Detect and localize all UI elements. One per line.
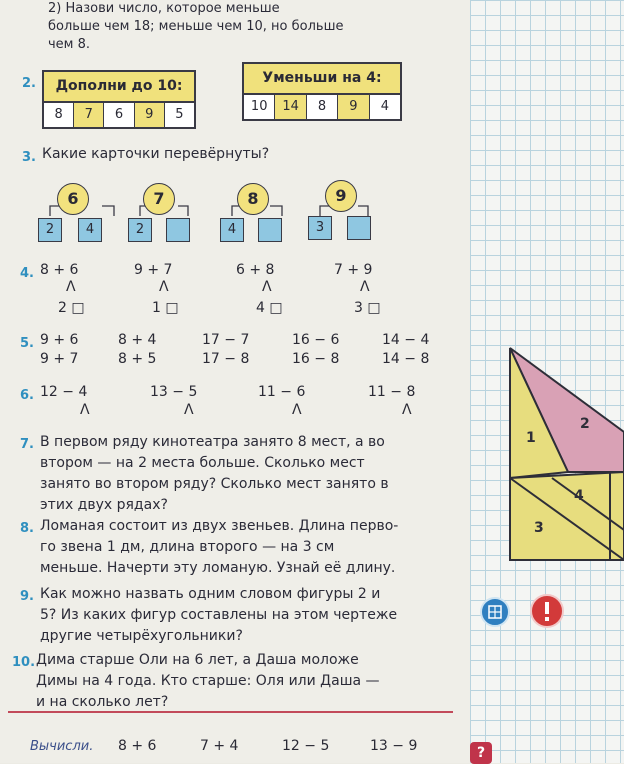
- table-title: Дополни до 10:: [44, 72, 194, 103]
- split-mark: Λ: [159, 279, 169, 295]
- task-10-number: 10.: [12, 655, 36, 670]
- split-mark: Λ: [402, 402, 412, 418]
- split-hint: 3 □: [354, 300, 381, 316]
- expression: 13 − 9: [370, 738, 418, 754]
- question-badge-icon: ?: [470, 742, 492, 764]
- expression: 17 − 7: [202, 332, 250, 348]
- expression: 16 − 8: [292, 351, 340, 367]
- expression: 9 + 6: [40, 332, 79, 348]
- expression: 11 − 8: [368, 384, 416, 400]
- task-10-line: Дима старше Оли на 6 лет, а Даша моложе: [36, 652, 359, 668]
- expression: 7 + 4: [200, 738, 239, 754]
- task-3-text: Какие карточки перевёрнуты?: [42, 146, 270, 162]
- split-mark: Λ: [184, 402, 194, 418]
- task-7-line: В первом ряду кинотеатра занято 8 мест, а во: [40, 434, 385, 450]
- top-line-1: 2) Назови число, которое меньше: [48, 1, 280, 16]
- table-cell: 6: [104, 103, 134, 127]
- shape-label-2: 2: [580, 416, 590, 432]
- table-cell: 9: [338, 95, 369, 119]
- task-7-line: этих двух рядах?: [40, 497, 168, 513]
- table-cell: 10: [244, 95, 275, 119]
- top-line-3: чем 8.: [48, 37, 91, 52]
- expression: 8 + 4: [118, 332, 157, 348]
- number-circle: 7: [143, 183, 175, 215]
- task-8-line: го звена 1 дм, длина второго — на 3 см: [40, 539, 335, 555]
- number-circle: 6: [57, 183, 89, 215]
- expression: 13 − 5: [150, 384, 198, 400]
- expression: 16 − 6: [292, 332, 340, 348]
- task-9-line: другие четырёхугольники?: [40, 628, 243, 644]
- task-6-number: 6.: [20, 388, 34, 403]
- shape-label-4: 4: [574, 488, 584, 504]
- task-10-line: Димы на 4 года. Кто старше: Оля или Даша —: [36, 673, 380, 689]
- split-mark: Λ: [292, 402, 302, 418]
- shape-label-3: 3: [534, 520, 544, 536]
- grid-badge-icon: [480, 597, 510, 627]
- split-mark: Λ: [262, 279, 272, 295]
- grid-paper: [470, 0, 624, 763]
- task-7-line: втором — на 2 места больше. Сколько мест: [40, 455, 365, 471]
- number-card: 2: [38, 218, 62, 242]
- number-card: 4: [220, 218, 244, 242]
- expression: 8 + 6: [40, 262, 79, 278]
- task-10-line: и на сколько лет?: [36, 694, 169, 710]
- task-9-line: 5? Из каких фигур составлены на этом чертеже: [40, 607, 398, 623]
- expression: 17 − 8: [202, 351, 250, 367]
- number-card: 4: [78, 218, 102, 242]
- expression: 12 − 4: [40, 384, 88, 400]
- split-mark: Λ: [66, 279, 76, 295]
- task-5-number: 5.: [20, 336, 34, 351]
- top-line-2: больше чем 18; меньше чем 10, но больше: [48, 19, 344, 34]
- table-cell: 4: [380, 99, 389, 114]
- table-cell: 5: [175, 107, 184, 122]
- expression: 14 − 4: [382, 332, 430, 348]
- split-hint: 4 □: [256, 300, 283, 316]
- number-card: 3: [308, 216, 332, 240]
- divider-line: [8, 711, 453, 713]
- expression: 6 + 8: [236, 262, 275, 278]
- shape-label-1: 1: [526, 430, 536, 446]
- task-4-number: 4.: [20, 266, 34, 281]
- expression: 9 + 7: [134, 262, 173, 278]
- split-hint: 2 □: [58, 300, 85, 316]
- split-hint: 1 □: [152, 300, 179, 316]
- exclamation-badge-icon: [530, 594, 564, 628]
- shapes-figure: [470, 0, 624, 763]
- flipped-card: [166, 218, 190, 242]
- flipped-card: [258, 218, 282, 242]
- table-cell: 14: [275, 95, 306, 119]
- split-mark: Λ: [360, 279, 370, 295]
- split-mark: Λ: [80, 402, 90, 418]
- task-9-line: Как можно назвать одним словом фигуры 2 и: [40, 586, 381, 602]
- expression: 8 + 5: [118, 351, 157, 367]
- task-8-line: Ломаная состоит из двух звеньев. Длина перво-: [40, 518, 399, 534]
- table-cell: 7: [74, 103, 104, 127]
- expression: 14 − 8: [382, 351, 430, 367]
- number-card: 2: [128, 218, 152, 242]
- task-3-number: 3.: [22, 150, 36, 165]
- table-cell: 9: [135, 103, 165, 127]
- compute-label: Вычисли.: [30, 739, 94, 754]
- number-circle: 9: [325, 180, 357, 212]
- expression: 7 + 9: [334, 262, 373, 278]
- expression: 9 + 7: [40, 351, 79, 367]
- expression: 12 − 5: [282, 738, 330, 754]
- table-cell: 8: [307, 95, 338, 119]
- task-7-line: занято во втором ряду? Сколько мест занято в: [40, 476, 389, 492]
- task-7-number: 7.: [20, 437, 34, 452]
- task-9-number: 9.: [20, 589, 34, 604]
- expression: 11 − 6: [258, 384, 306, 400]
- number-circle: 8: [237, 183, 269, 215]
- complete-to-10-table: [42, 70, 196, 129]
- table-cell: 8: [44, 103, 74, 127]
- task-2-number: 2.: [22, 76, 36, 91]
- task-8-line: меньше. Начерти эту ломаную. Узнай её длину.: [40, 560, 396, 576]
- decrease-by-4-table: [242, 62, 402, 121]
- expression: 8 + 6: [118, 738, 157, 754]
- task-8-number: 8.: [20, 521, 34, 536]
- flipped-card: [347, 216, 371, 240]
- table-title: Уменьши на 4:: [244, 64, 400, 95]
